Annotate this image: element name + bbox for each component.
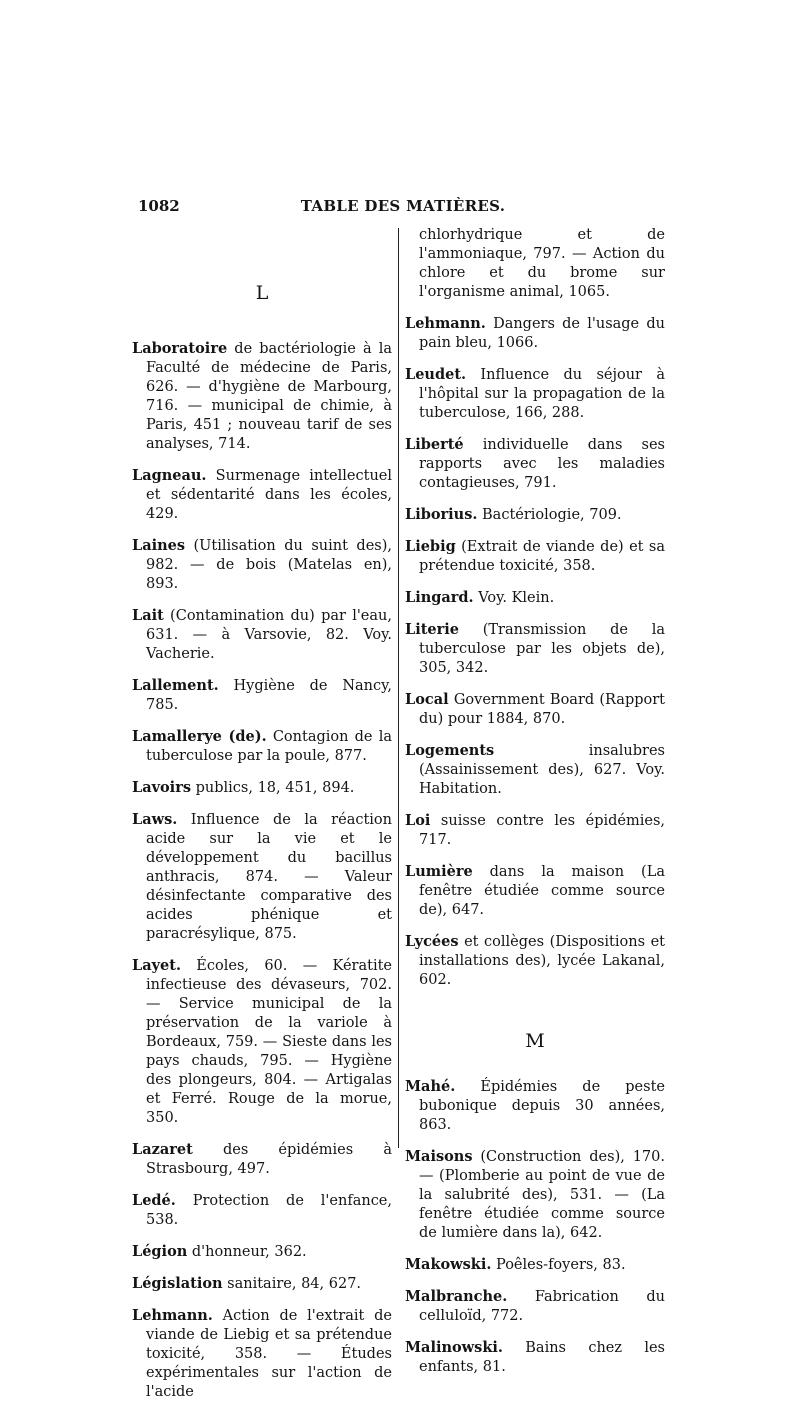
entry-text: Contagion de la tuberculose par la poule, 877. xyxy=(146,729,392,764)
entry-text: Influence de la réaction acide sur la vie et le développement du bacillus anthracis, 874. — Valeur désinfectante comparative des acides phénique et paracrésylique, 875. xyxy=(146,812,392,942)
page-number: 1082 xyxy=(138,197,180,215)
entry-head: Maisons xyxy=(405,1148,473,1165)
left-column xyxy=(132,226,392,1402)
entry-text: Écoles, 60. — Kératite infectieuse des dévaseurs, 702. — Service municipal de la préservation de la variole à Bordeaux, 759. — Sieste dans les pays chauds, 795. — Hygiène des plongeurs, 804. — Artigalas et Ferré. Rouge de la morue, 350. xyxy=(146,958,392,1126)
entry-text: Government Board (Rapport du) pour 1884, 870. xyxy=(419,692,665,727)
index-entry xyxy=(405,932,665,990)
entry-text: Influence du séjour à l'hôpital sur la propagation de la tuberculose, 166, 288. xyxy=(419,367,665,421)
entry-head: Législation xyxy=(132,1275,223,1292)
running-title-text: TABLE DES MATIÈRES. xyxy=(300,197,506,215)
entry-text: suisse contre les épidémies, 717. xyxy=(419,813,665,848)
entry-head: Lavoirs xyxy=(132,779,191,796)
index-entry xyxy=(405,862,665,920)
index-entry xyxy=(132,1191,392,1230)
entry-head: Laboratoire xyxy=(132,340,228,357)
right-entries-m xyxy=(405,1077,665,1377)
entry-head: Lycées xyxy=(405,933,459,950)
entry-head: Malbranche. xyxy=(405,1288,508,1305)
entry-head: Literie xyxy=(405,621,459,638)
entry-text: de bactériologie à la Faculté de médecine de Paris, 626. — d'hygiène de Marbourg, 716. — municipal de chimie, à Paris, 451 ; nouveau tarif de ses analyses, 714. xyxy=(146,341,392,452)
index-entry xyxy=(132,778,392,798)
entry-head: Liebig xyxy=(405,538,456,555)
entry-text: (Contamination du) par l'eau, 631. — à Varsovie, 82. Voy. Vacherie. xyxy=(146,608,392,662)
index-entry xyxy=(405,1287,665,1326)
index-entry xyxy=(132,536,392,594)
entry-head: Lehmann. xyxy=(405,315,486,332)
index-entry xyxy=(132,466,392,524)
index-entry xyxy=(405,811,665,850)
entry-head: Ledé. xyxy=(132,1192,176,1209)
section-letter-l: L xyxy=(255,282,269,304)
entry-head: Lallement. xyxy=(132,677,219,694)
entry-text: Hygiène de Nancy, 785. xyxy=(146,678,392,713)
entry-text: Surmenage intellectuel et sédentarité dans les écoles, 429. xyxy=(146,468,392,522)
index-entry xyxy=(405,435,665,493)
entry-text: individuelle dans ses rapports avec les maladies contagieuses, 791. xyxy=(419,437,665,491)
index-entry xyxy=(132,1242,392,1262)
index-entry xyxy=(132,810,392,944)
index-entry xyxy=(405,365,665,423)
entry-head: Liborius. xyxy=(405,506,478,523)
entry-text: (Utilisation du suint des), 982. — de bois (Matelas en), 893. xyxy=(146,538,392,592)
index-entry xyxy=(132,1140,392,1179)
entry-head: Légion xyxy=(132,1243,188,1260)
right-entries-l xyxy=(405,314,665,990)
entry-head: Lagneau. xyxy=(132,467,207,484)
entry-head: Loi xyxy=(405,812,431,829)
index-entry xyxy=(132,676,392,715)
entry-head: Lingard. xyxy=(405,589,474,606)
entry-text: des épidémies à Strasbourg, 497. xyxy=(146,1142,392,1177)
entry-head: Liberté xyxy=(405,436,464,453)
entry-text: Dangers de l'usage du pain bleu, 1066. xyxy=(419,316,665,351)
entry-text: Action de l'extrait de viande de Liebig et sa prétendue toxicité, 358. — Études expérimentales sur l'action de l'acide xyxy=(146,1308,392,1400)
entry-text: insalubres (Assainissement des), 627. Voy. Habitation. xyxy=(419,743,665,797)
entry-text: Voy. Klein. xyxy=(473,590,555,606)
entry-text: Bactériologie, 709. xyxy=(477,507,622,523)
entry-head: Laws. xyxy=(132,811,178,828)
index-entry xyxy=(405,1147,665,1243)
index-entry xyxy=(405,741,665,799)
index-entry xyxy=(132,727,392,766)
entry-text: Poêles-foyers, 83. xyxy=(491,1257,626,1273)
entry-head: Lumière xyxy=(405,863,473,880)
entry-head: Lazaret xyxy=(132,1141,193,1158)
continued-entry: chlorhydrique et de l'ammoniaque, 797. — Action du chlore et du brome sur l'organisme animal, 1065. xyxy=(419,227,665,300)
entry-head: Local xyxy=(405,691,449,708)
index-entry xyxy=(132,606,392,664)
entry-text: (Transmission de la tuberculose par les objets de), 305, 342. xyxy=(419,622,665,676)
index-entry xyxy=(132,1306,392,1402)
entry-text: (Extrait de viande de) et sa prétendue toxicité, 358. xyxy=(419,539,665,574)
entry-text: Bains chez les enfants, 81. xyxy=(419,1340,665,1375)
entry-head: Makowski. xyxy=(405,1256,492,1273)
entry-text: Fabrication du celluloïd, 772. xyxy=(419,1289,665,1324)
entry-text: sanitaire, 84, 627. xyxy=(222,1276,362,1292)
entry-text: d'honneur, 362. xyxy=(187,1244,307,1260)
index-entry xyxy=(405,314,665,353)
entry-text: Protection de l'enfance, 538. xyxy=(146,1193,392,1228)
index-entry xyxy=(405,620,665,678)
index-entry xyxy=(132,1274,392,1294)
entry-head: Malinowski. xyxy=(405,1339,503,1356)
entry-head: Mahé. xyxy=(405,1078,456,1095)
index-entry xyxy=(405,537,665,576)
index-entry xyxy=(405,1338,665,1377)
entry-text: et collèges (Dispositions et installations des), lycée Lakanal, 602. xyxy=(419,934,665,988)
entry-head: Lamallerye (de). xyxy=(132,728,267,745)
index-entry xyxy=(405,505,665,525)
entry-head: Lehmann. xyxy=(132,1307,213,1324)
entry-head: Logements xyxy=(405,742,495,759)
index-entry xyxy=(132,339,392,454)
entry-text: publics, 18, 451, 894. xyxy=(191,780,355,796)
section-letter-m: M xyxy=(525,1030,545,1052)
running-title xyxy=(0,197,800,215)
entry-head: Lait xyxy=(132,607,164,624)
right-column xyxy=(405,226,665,1377)
entry-text: dans la maison (La fenêtre étudiée comme source de), 647. xyxy=(419,864,665,918)
entry-head: Laines xyxy=(132,537,186,554)
entry-text: Épidémies de peste bubonique depuis 30 années, 863. xyxy=(419,1079,665,1133)
index-entry xyxy=(405,1255,665,1275)
index-entry xyxy=(405,690,665,729)
index-entry xyxy=(132,956,392,1128)
index-entry xyxy=(405,1077,665,1135)
entry-text: (Construction des), 170. — (Plomberie au point de vue de la salubrité des), 531. — (La fenêtre étudiée comme source de lumière dans la), 642. xyxy=(419,1149,665,1241)
index-entry xyxy=(405,588,665,608)
entry-head: Layet. xyxy=(132,957,181,974)
left-entries xyxy=(132,339,392,1402)
column-divider xyxy=(398,228,399,1148)
entry-head: Leudet. xyxy=(405,366,467,383)
